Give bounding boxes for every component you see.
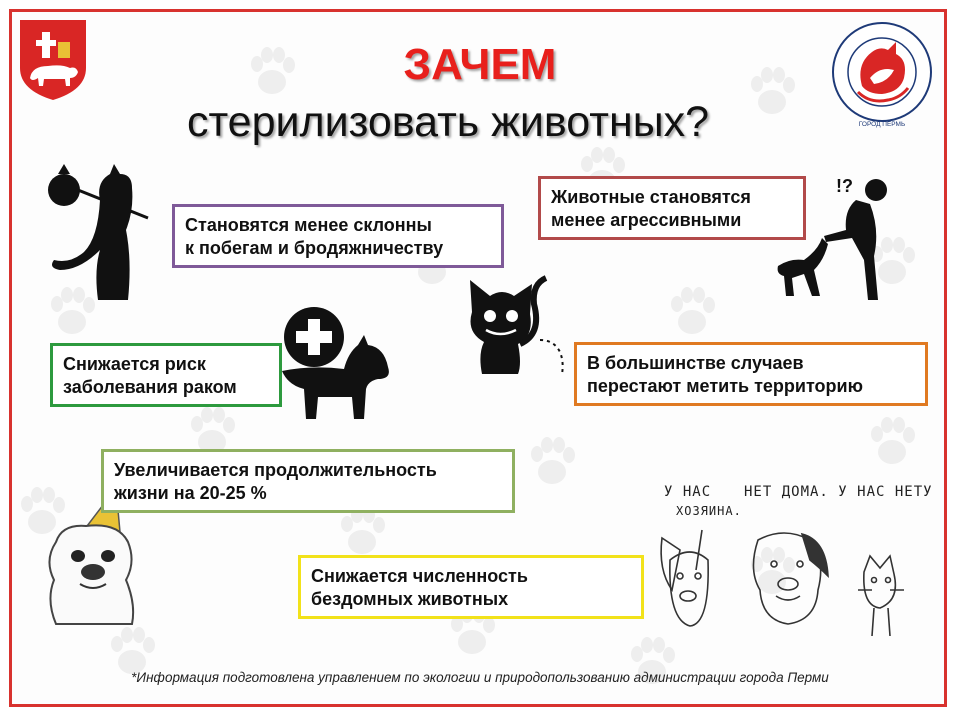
benefit-text-line1: Увеличивается продолжительность [114,460,437,480]
benefit-text-line1: В большинстве случаев [587,353,804,373]
cat-with-bindle-icon [40,160,160,302]
drawing-text-line1: У НАС [664,484,712,500]
benefit-text-line2: к побегам и бродяжничеству [185,238,444,258]
benefit-box-less-roaming [172,204,504,268]
benefit-text-line2: жизни на 20-25 % [114,483,267,503]
drawing-text-line3: ХОЗЯИНА. [676,504,742,518]
benefit-text-line1: Становятся менее склонны [185,215,432,235]
title-accent: ЗАЧЕМ [403,40,557,89]
benefit-text-line2: бездомных животных [311,589,509,609]
title-main: стерилизовать животных? [186,98,710,146]
drawing-text-line2: НЕТ ДОМА. У НАС НЕТУ [744,484,933,500]
benefit-text-line2: менее агрессивными [551,210,742,230]
benefit-text-line2: перестают метить территорию [587,376,863,396]
benefit-text-line2: заболевания раком [63,377,237,397]
benefit-text-line1: Животные становятся [551,187,751,207]
benefit-text-line1: Снижается численность [311,566,528,586]
svg-text:!?: !? [836,176,853,196]
benefit-box-lower-cancer-risk [50,343,282,407]
stray-animals-drawing-icon [650,520,910,638]
benefit-box-less-aggressive [538,176,806,240]
benefit-box-longer-life [101,449,515,513]
black-cat-marking-icon [462,274,572,378]
source-footnote: *Информация подготовлена управлением по экологии и природопользованию администрации города Перми [131,670,829,685]
benefit-box-stop-marking [574,342,928,406]
logo-city-text: ГОРОД ПЕРМЬ [858,121,906,128]
benefit-text-line1: Снижается риск [63,354,206,374]
benefit-box-fewer-strays [298,555,644,619]
medical-dog-icon [282,305,394,423]
